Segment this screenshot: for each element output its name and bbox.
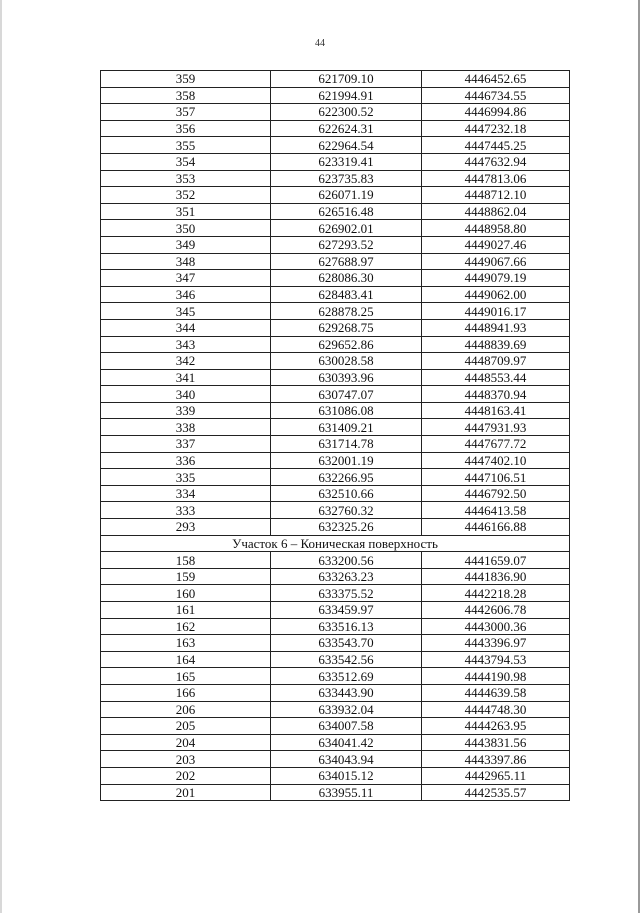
- x-coordinate-cell: 632266.95: [271, 469, 422, 486]
- y-coordinate-cell: 4441836.90: [422, 568, 570, 585]
- point-number-cell: 356: [101, 120, 271, 137]
- table-row: [101, 319, 570, 336]
- table-row: [101, 784, 570, 801]
- coordinates-table: [100, 70, 570, 801]
- table-row: [101, 402, 570, 419]
- table-row: [101, 153, 570, 170]
- x-coordinate-cell: 633512.69: [271, 668, 422, 685]
- y-coordinate-cell: 4443000.36: [422, 618, 570, 635]
- x-coordinate-cell: 621709.10: [271, 71, 422, 88]
- y-coordinate-cell: 4447232.18: [422, 120, 570, 137]
- point-number-cell: 205: [101, 718, 271, 735]
- table-row: [101, 270, 570, 287]
- table-row: [101, 71, 570, 88]
- x-coordinate-cell: 632760.32: [271, 502, 422, 519]
- table-row: [101, 236, 570, 253]
- point-number-cell: 344: [101, 319, 271, 336]
- table-row: [101, 568, 570, 585]
- y-coordinate-cell: 4443397.86: [422, 751, 570, 768]
- x-coordinate-cell: 633932.04: [271, 701, 422, 718]
- point-number-cell: 333: [101, 502, 271, 519]
- x-coordinate-cell: 633516.13: [271, 618, 422, 635]
- x-coordinate-cell: 633459.97: [271, 602, 422, 619]
- table-row: [101, 734, 570, 751]
- table-row: [101, 353, 570, 370]
- x-coordinate-cell: 630393.96: [271, 369, 422, 386]
- x-coordinate-cell: 634041.42: [271, 734, 422, 751]
- table-row: [101, 767, 570, 784]
- y-coordinate-cell: 4444263.95: [422, 718, 570, 735]
- point-number-cell: 354: [101, 153, 271, 170]
- y-coordinate-cell: 4447931.93: [422, 419, 570, 436]
- table-row: [101, 369, 570, 386]
- y-coordinate-cell: 4446994.86: [422, 104, 570, 121]
- point-number-cell: 339: [101, 402, 271, 419]
- y-coordinate-cell: 4448709.97: [422, 353, 570, 370]
- point-number-cell: 349: [101, 236, 271, 253]
- y-coordinate-cell: 4448958.80: [422, 220, 570, 237]
- table-row: [101, 585, 570, 602]
- x-coordinate-cell: 626516.48: [271, 203, 422, 220]
- y-coordinate-cell: 4448839.69: [422, 336, 570, 353]
- table-row: [101, 104, 570, 121]
- table-body-top: [101, 71, 570, 536]
- x-coordinate-cell: 626071.19: [271, 187, 422, 204]
- table-row: [101, 701, 570, 718]
- y-coordinate-cell: 4449079.19: [422, 270, 570, 287]
- y-coordinate-cell: 4448553.44: [422, 369, 570, 386]
- point-number-cell: 334: [101, 485, 271, 502]
- y-coordinate-cell: 4443831.56: [422, 734, 570, 751]
- y-coordinate-cell: 4447402.10: [422, 452, 570, 469]
- x-coordinate-cell: 627688.97: [271, 253, 422, 270]
- x-coordinate-cell: 621994.91: [271, 87, 422, 104]
- point-number-cell: 342: [101, 353, 271, 370]
- point-number-cell: 357: [101, 104, 271, 121]
- y-coordinate-cell: 4449067.66: [422, 253, 570, 270]
- x-coordinate-cell: 623735.83: [271, 170, 422, 187]
- table-row: [101, 751, 570, 768]
- x-coordinate-cell: 632325.26: [271, 519, 422, 536]
- y-coordinate-cell: 4446166.88: [422, 519, 570, 536]
- table-row: [101, 635, 570, 652]
- x-coordinate-cell: 633375.52: [271, 585, 422, 602]
- x-coordinate-cell: 629652.86: [271, 336, 422, 353]
- point-number-cell: 350: [101, 220, 271, 237]
- table-row: [101, 618, 570, 635]
- y-coordinate-cell: 4441659.07: [422, 552, 570, 569]
- y-coordinate-cell: 4449062.00: [422, 286, 570, 303]
- x-coordinate-cell: 633542.56: [271, 651, 422, 668]
- x-coordinate-cell: 622300.52: [271, 104, 422, 121]
- x-coordinate-cell: 634043.94: [271, 751, 422, 768]
- table-row: [101, 552, 570, 569]
- point-number-cell: 352: [101, 187, 271, 204]
- point-number-cell: 351: [101, 203, 271, 220]
- y-coordinate-cell: 4446734.55: [422, 87, 570, 104]
- table-row: [101, 170, 570, 187]
- page-number: 44: [315, 38, 325, 49]
- y-coordinate-cell: 4448712.10: [422, 187, 570, 204]
- x-coordinate-cell: 623319.41: [271, 153, 422, 170]
- table-row: [101, 187, 570, 204]
- point-number-cell: 345: [101, 303, 271, 320]
- point-number-cell: 204: [101, 734, 271, 751]
- table-row: [101, 469, 570, 486]
- y-coordinate-cell: 4442535.57: [422, 784, 570, 801]
- x-coordinate-cell: 633200.56: [271, 552, 422, 569]
- point-number-cell: 353: [101, 170, 271, 187]
- table-row: [101, 203, 570, 220]
- point-number-cell: 293: [101, 519, 271, 536]
- table-row: [101, 120, 570, 137]
- point-number-cell: 162: [101, 618, 271, 635]
- section-header-body: [101, 535, 570, 552]
- point-number-cell: 159: [101, 568, 271, 585]
- y-coordinate-cell: 4444639.58: [422, 684, 570, 701]
- point-number-cell: 206: [101, 701, 271, 718]
- table-row: [101, 336, 570, 353]
- table-row: [101, 137, 570, 154]
- point-number-cell: 335: [101, 469, 271, 486]
- x-coordinate-cell: 628483.41: [271, 286, 422, 303]
- x-coordinate-cell: 628086.30: [271, 270, 422, 287]
- point-number-cell: 348: [101, 253, 271, 270]
- point-number-cell: 160: [101, 585, 271, 602]
- section-title: Участок 6 – Коническая поверхность: [101, 535, 570, 552]
- point-number-cell: 338: [101, 419, 271, 436]
- y-coordinate-cell: 4447445.25: [422, 137, 570, 154]
- point-number-cell: 203: [101, 751, 271, 768]
- y-coordinate-cell: 4446792.50: [422, 485, 570, 502]
- y-coordinate-cell: 4448163.41: [422, 402, 570, 419]
- x-coordinate-cell: 633443.90: [271, 684, 422, 701]
- table-row: [101, 602, 570, 619]
- table-row: [101, 253, 570, 270]
- y-coordinate-cell: 4442606.78: [422, 602, 570, 619]
- point-number-cell: 202: [101, 767, 271, 784]
- table-row: [101, 452, 570, 469]
- x-coordinate-cell: 626902.01: [271, 220, 422, 237]
- point-number-cell: 166: [101, 684, 271, 701]
- y-coordinate-cell: 4442965.11: [422, 767, 570, 784]
- point-number-cell: 158: [101, 552, 271, 569]
- point-number-cell: 347: [101, 270, 271, 287]
- table-row: [101, 651, 570, 668]
- point-number-cell: 355: [101, 137, 271, 154]
- x-coordinate-cell: 629268.75: [271, 319, 422, 336]
- x-coordinate-cell: 632510.66: [271, 485, 422, 502]
- point-number-cell: 358: [101, 87, 271, 104]
- x-coordinate-cell: 631409.21: [271, 419, 422, 436]
- x-coordinate-cell: 634007.58: [271, 718, 422, 735]
- x-coordinate-cell: 633263.23: [271, 568, 422, 585]
- table-row: [101, 303, 570, 320]
- y-coordinate-cell: 4447106.51: [422, 469, 570, 486]
- y-coordinate-cell: 4443396.97: [422, 635, 570, 652]
- x-coordinate-cell: 630028.58: [271, 353, 422, 370]
- x-coordinate-cell: 627293.52: [271, 236, 422, 253]
- y-coordinate-cell: 4448941.93: [422, 319, 570, 336]
- x-coordinate-cell: 628878.25: [271, 303, 422, 320]
- x-coordinate-cell: 633543.70: [271, 635, 422, 652]
- point-number-cell: 346: [101, 286, 271, 303]
- point-number-cell: 343: [101, 336, 271, 353]
- x-coordinate-cell: 632001.19: [271, 452, 422, 469]
- point-number-cell: 340: [101, 386, 271, 403]
- table-row: [101, 386, 570, 403]
- table-row: [101, 502, 570, 519]
- y-coordinate-cell: 4449027.46: [422, 236, 570, 253]
- point-number-cell: 336: [101, 452, 271, 469]
- table-row: [101, 220, 570, 237]
- point-number-cell: 164: [101, 651, 271, 668]
- table-row: [101, 718, 570, 735]
- y-coordinate-cell: 4447677.72: [422, 436, 570, 453]
- table-row: [101, 684, 570, 701]
- table-row: [101, 485, 570, 502]
- x-coordinate-cell: 622964.54: [271, 137, 422, 154]
- x-coordinate-cell: 634015.12: [271, 767, 422, 784]
- x-coordinate-cell: 631086.08: [271, 402, 422, 419]
- x-coordinate-cell: 630747.07: [271, 386, 422, 403]
- table-row: [101, 519, 570, 536]
- y-coordinate-cell: 4443794.53: [422, 651, 570, 668]
- table-row: [101, 87, 570, 104]
- point-number-cell: 341: [101, 369, 271, 386]
- y-coordinate-cell: 4442218.28: [422, 585, 570, 602]
- y-coordinate-cell: 4448370.94: [422, 386, 570, 403]
- table-row: [101, 419, 570, 436]
- y-coordinate-cell: 4446452.65: [422, 71, 570, 88]
- point-number-cell: 359: [101, 71, 271, 88]
- page-edge-left: [0, 0, 2, 913]
- table-row: [101, 286, 570, 303]
- section-header-row: [101, 535, 570, 552]
- y-coordinate-cell: 4447632.94: [422, 153, 570, 170]
- y-coordinate-cell: 4449016.17: [422, 303, 570, 320]
- point-number-cell: 161: [101, 602, 271, 619]
- x-coordinate-cell: 633955.11: [271, 784, 422, 801]
- point-number-cell: 337: [101, 436, 271, 453]
- point-number-cell: 165: [101, 668, 271, 685]
- point-number-cell: 163: [101, 635, 271, 652]
- point-number-cell: 201: [101, 784, 271, 801]
- x-coordinate-cell: 622624.31: [271, 120, 422, 137]
- x-coordinate-cell: 631714.78: [271, 436, 422, 453]
- table-body-bottom: [101, 552, 570, 801]
- y-coordinate-cell: 4447813.06: [422, 170, 570, 187]
- table-row: [101, 436, 570, 453]
- y-coordinate-cell: 4446413.58: [422, 502, 570, 519]
- table-row: [101, 668, 570, 685]
- y-coordinate-cell: 4444190.98: [422, 668, 570, 685]
- y-coordinate-cell: 4444748.30: [422, 701, 570, 718]
- y-coordinate-cell: 4448862.04: [422, 203, 570, 220]
